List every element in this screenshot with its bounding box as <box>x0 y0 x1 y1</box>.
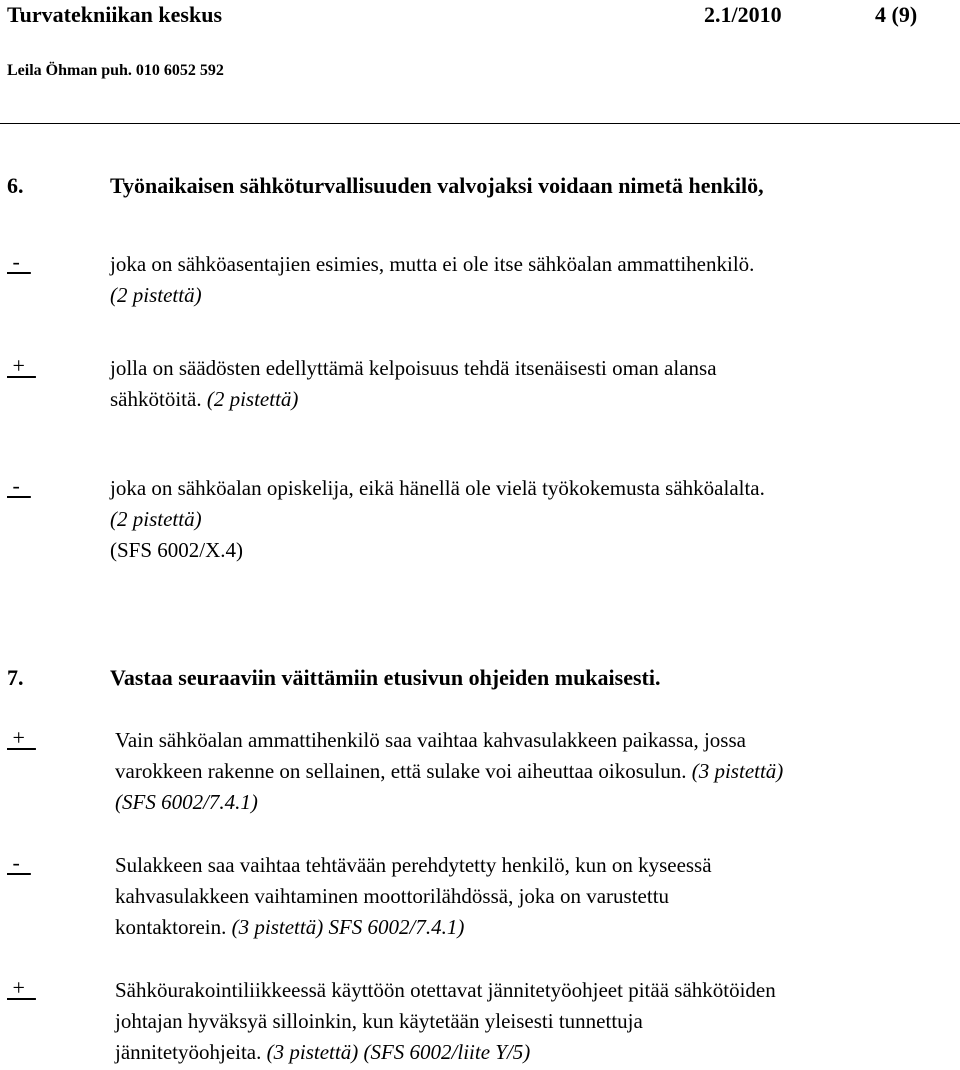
question-7-text: Vastaa seuraaviin väittämiin etusivun ohjeiden mukaisesti. <box>110 665 661 690</box>
q6-answer-3 <box>110 473 765 566</box>
question-7-number: 7. <box>7 665 24 690</box>
q7-answer-1-line-1: Vain sähköalan ammattihenkilö saa vaihtaa kahvasulakkeen paikassa, jossa <box>115 728 746 752</box>
q7-answer-2-line-2: kahvasulakkeen vaihtaminen moottorilähdössä, joka on varustettu <box>115 884 670 908</box>
q7-answer-3-line-1: Sähköurakointiliikkeessä käyttöön otettavat jännitetyöohjeet pitää sähkötöiden <box>115 978 776 1002</box>
q7-answer-2-mark: - <box>7 850 31 875</box>
q6-answer-1-mark: - <box>7 249 31 274</box>
q7-answer-2-line-3: kontaktorein. <box>115 915 227 939</box>
q7-answer-1-points: (3 pistettä) <box>691 759 784 783</box>
q7-answer-1-line-2: varokkeen rakenne on sellainen, että sulake voi aiheuttaa oikosulun. <box>115 759 687 783</box>
q7-answer-3-reference: (SFS 6002/liite Y/5) <box>363 1040 531 1064</box>
q6-answer-1 <box>110 249 754 311</box>
q7-answer-3-line-2: johtajan hyväksyä silloinkin, kun käytetään yleisesti tunnettuja <box>115 1009 643 1033</box>
q7-answer-1 <box>115 725 783 818</box>
q7-answer-2-reference: SFS 6002/7.4.1) <box>328 915 465 939</box>
q6-answer-1-text: joka on sähköasentajien esimies, mutta ei ole itse sähköalan ammattihenkilö. <box>110 252 755 276</box>
q6-answer-2-text-end: sähkötöitä. <box>110 387 202 411</box>
organization-name: Turvatekniikan keskus <box>7 2 223 27</box>
q6-answer-3-reference: (SFS 6002/X.4) <box>110 538 244 562</box>
q6-answer-3-points: (2 pistettä) <box>110 507 202 531</box>
q7-answer-3-points: (3 pistettä) <box>266 1040 359 1064</box>
header-divider <box>0 123 960 124</box>
q7-answer-1-mark: + <box>7 725 36 750</box>
q7-answer-2-points: (3 pistettä) <box>231 915 324 939</box>
q7-answer-3 <box>115 975 776 1068</box>
contact-info: Leila Öhman puh. 010 6052 592 <box>7 62 224 79</box>
document-date: 2.1/2010 <box>704 2 782 27</box>
q6-answer-3-text: joka on sähköalan opiskelija, eikä hänellä ole vielä työkokemusta sähköalalta. <box>110 476 765 500</box>
question-6-text: Työnaikaisen sähköturvallisuuden valvojaksi voidaan nimetä henkilö, <box>110 173 764 198</box>
question-6-number: 6. <box>7 173 24 198</box>
q7-answer-1-reference: (SFS 6002/7.4.1) <box>115 790 258 814</box>
q6-answer-2-text: jolla on säädösten edellyttämä kelpoisuus tehdä itsenäisesti oman alansa <box>110 356 717 380</box>
q6-answer-3-mark: - <box>7 473 31 498</box>
q6-answer-2-mark: + <box>7 353 36 378</box>
q7-answer-2 <box>115 850 712 943</box>
q7-answer-3-line-3: jännitetyöohjeita. <box>115 1040 262 1064</box>
q7-answer-3-mark: + <box>7 975 36 1000</box>
q7-answer-2-line-1: Sulakkeen saa vaihtaa tehtävään perehdytetty henkilö, kun on kyseessä <box>115 853 712 877</box>
q6-answer-1-points: (2 pistettä) <box>110 283 202 307</box>
q6-answer-2 <box>110 353 717 415</box>
page-number: 4 (9) <box>875 2 918 27</box>
q6-answer-2-points: (2 pistettä) <box>206 387 299 411</box>
